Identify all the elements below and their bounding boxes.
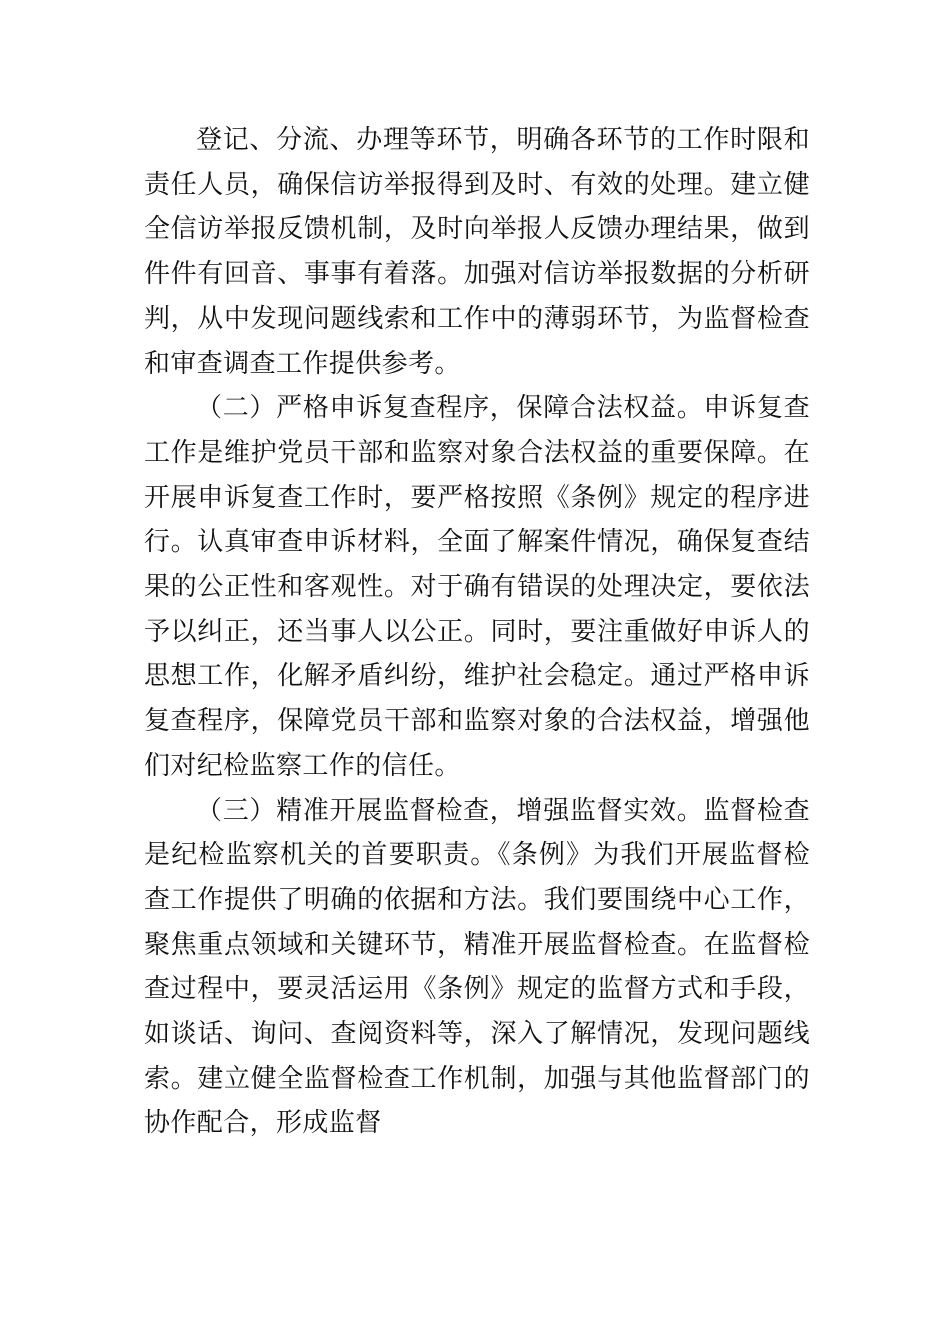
paragraph-continuation: 登记、分流、办理等环节，明确各环节的工作时限和责任人员，确保信访举报得到及时、有效的处理。建立健全信访举报反馈机制，及时向举报人反馈办理结果，做到件件有回音、事事有着落。加强对信访举报数据的分析研判，从中发现问题线索和工作中的薄弱环节，为监督检查和审查调查工作提供参考。	[144, 125, 810, 379]
document-page	[144, 118, 810, 1146]
paragraph-section-3: （三）精准开展监督检查，增强监督实效。监督检查是纪检监察机关的首要职责。《条例》为我们开展监督检查工作提供了明确的依据和方法。我们要围绕中心工作，聚焦重点领域和关键环节，精准开展监督检查。在监督检查过程中，要灵活运用《条例》规定的监督方式和手段，如谈话、询问、查阅资料等，深入了解情况，发现问题线索。建立健全监督检查工作机制，加强与其他监督部门的协作配合，形成监督	[144, 795, 810, 1139]
paragraph-section-2: （二）严格申诉复查程序，保障合法权益。申诉复查工作是维护党员干部和监察对象合法权益的重要保障。在开展申诉复查工作时，要严格按照《条例》规定的程序进行。认真审查申诉材料，全面了解案件情况，确保复查结果的公正性和客观性。对于确有错误的处理决定，要依法予以纠正，还当事人以公正。同时，要注重做好申诉人的思想工作，化解矛盾纠纷，维护社会稳定。通过严格申诉复查程序，保障党员干部和监察对象的合法权益，增强他们对纪检监察工作的信任。	[144, 393, 810, 781]
